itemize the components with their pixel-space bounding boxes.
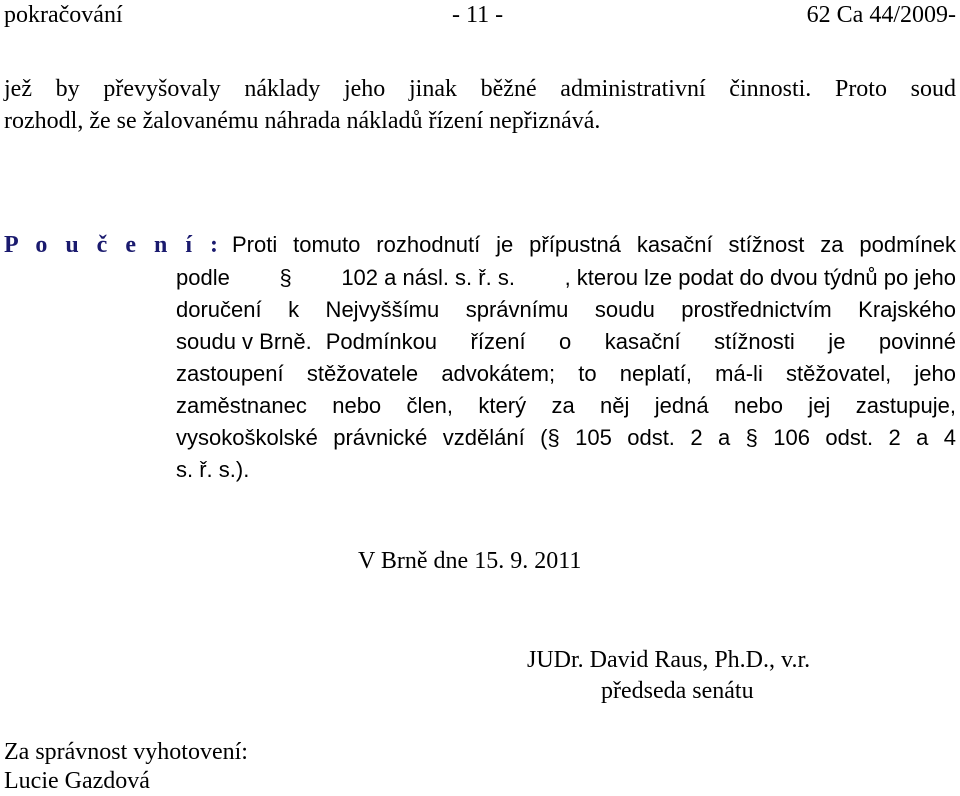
paragraph-line (176, 263, 956, 293)
header-continuation: pokračování (4, 2, 123, 28)
paragraph-line: doručení k Nejvyššímu správnímu soudu prostřednictvím Krajského (176, 297, 956, 322)
paragraph-line: zastoupení stěžovatele advokátem; to neplatí, má-li stěžovatel, jeho (176, 361, 956, 386)
paragraph-line: vysokoškolské právnické vzdělání (§ 105 odst. 2 a § 106 odst. 2 a 4 (176, 425, 956, 450)
footer-name: Lucie Gazdová (4, 768, 150, 794)
paragraph-line: jež by převyšovaly náklady jeho jinak běžné administrativní činnosti. Proto soud (4, 76, 956, 102)
paragraph-fragment: soudu v Brně. (176, 329, 312, 354)
instruction-heading: P o u č e n í : (4, 232, 224, 258)
paragraph-line: s. ř. s.). (176, 457, 250, 482)
case-number: 62 Ca 44/2009- (806, 2, 956, 28)
page-number: - 11 - (452, 2, 504, 28)
signature-role: předseda senátu (601, 678, 754, 704)
paragraph-fragment: podle (176, 265, 230, 290)
paragraph-line (176, 327, 956, 357)
paragraph-fragment: 102 a násl. s. ř. s. (341, 265, 515, 290)
paragraph-fragment: , kterou lze podat do dvou týdnů po jeho (564, 265, 956, 290)
footer-label: Za správnost vyhotovení: (4, 739, 248, 765)
signature-name: JUDr. David Raus, Ph.D., v.r. (527, 647, 811, 673)
date-line: V Brně dne 15. 9. 2011 (358, 548, 582, 574)
section-symbol-icon: § (279, 265, 292, 290)
paragraph-line: Proti tomuto rozhodnutí je přípustná kasační stížnost za podmínek (232, 232, 956, 257)
paragraph-line: zaměstnanec nebo člen, který za něj jedná nebo jej zastupuje, (176, 393, 956, 418)
paragraph-line: rozhodl, že se žalovanému náhrada nákladů řízení nepřiznává. (4, 108, 601, 134)
instruction-first-line (4, 230, 956, 260)
paragraph-fragment: Podmínkou řízení o kasační stížnosti je povinné (325, 329, 956, 354)
